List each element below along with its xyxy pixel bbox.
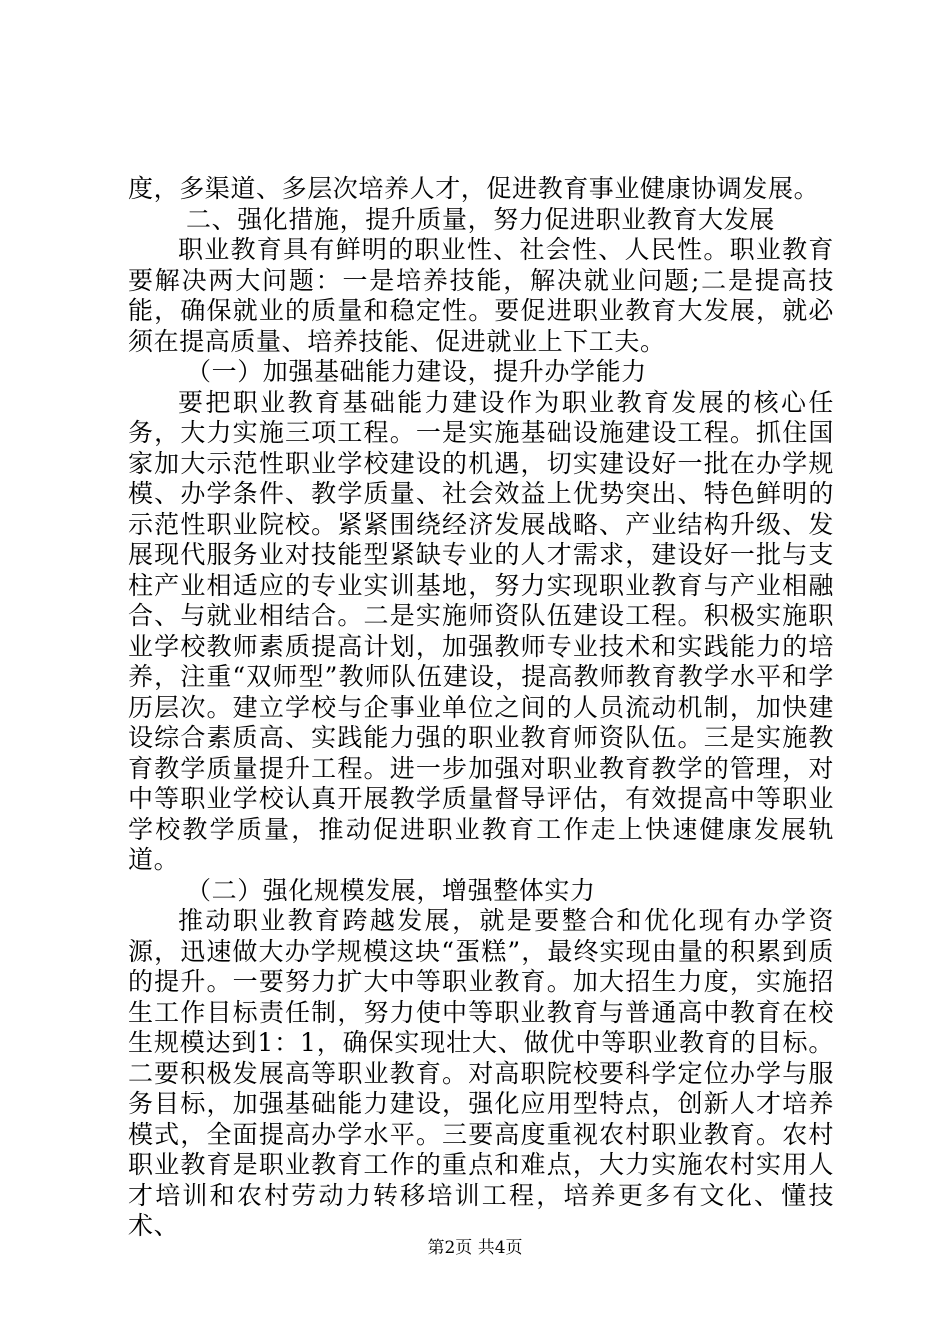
paragraph: 要把职业教育基础能力建设作为职业教育发展的核心任务，大力实施三项工程。一是实施基础设施建设工程。抓住国家加大示范性职业学校建设的机遇，切实建设好一批在办学规模、办学条件、教学质量、社会效益上优势突出、特色鲜明的示范性职业院校。紧紧围绕经济发展战略、产业结构升级、发展现代服务业对技能型紧缺专业的人才需求，建设好一批与支柱产业相适应的专业实训基地，努力实现职业教育与产业相融合、与就业相结合。二是实施师资队伍建设工程。积极实施职业学校教师素质提高计划，加强教师专业技术和实践能力的培养，注重“双师型”教师队伍建设，提高教师教育教学水平和学历层次。建立学校与企事业单位之间的人员流动机制，加快建设综合素质高、实践能力强的职业教育师资队伍。三是实施教育教学质量提升工程。进一步加强对职业教育教学的管理，对中等职业学校认真开展教学质量督导评估，有效提高中等职业学校教学质量，推动促进职业教育工作走上快速健康发展轨道。	[128, 387, 834, 874]
section-heading: 二、强化措施，提升质量，努力促进职业教育大发展	[186, 204, 775, 234]
paragraph-continuation: 度，多渠道、多层次培养人才，促进教育事业健康协调发展。	[128, 174, 820, 203]
page-number: 第2页 共4页	[427, 1238, 523, 1258]
paragraph: 职业教育具有鲜明的职业性、社会性、人民性。职业教育要解决两大问题：一是培养技能，解决就业问题;二是提高技能，确保就业的质量和稳定性。要促进职业教育大发展，就必须在提高质量、培养技能、促进就业上下工夫。	[128, 235, 834, 356]
subsection-heading: （一）加强基础能力建设，提升办学能力	[186, 357, 647, 386]
subsection-heading: （二）强化规模发展，增强整体实力	[186, 875, 596, 905]
paragraph: 推动职业教育跨越发展，就是要整合和优化现有办学资源，迅速做大办学规模这块“蛋糕”，最终实现由量的积累到质的提升。一要努力扩大中等职业教育。加大招生力度，实施招生工作目标责任制，努力使中等职业教育与普通高中教育在校生规模达到1：1，确保实现壮大、做优中等职业教育的目标。二要积极发展高等职业教育。对高职院校要科学定位办学与服务目标，加强基础能力建设，强化应用型特点，创新人才培养模式，全面提高办学水平。三要高度重视农村职业教育。农村职业教育是职业教育工作的重点和难点，大力实施农村实用人才培训和农村劳动力转移培训工程，培养更多有文化、懂技术、	[128, 906, 834, 1240]
document-body	[128, 174, 834, 1242]
page-footer	[0, 1233, 950, 1258]
